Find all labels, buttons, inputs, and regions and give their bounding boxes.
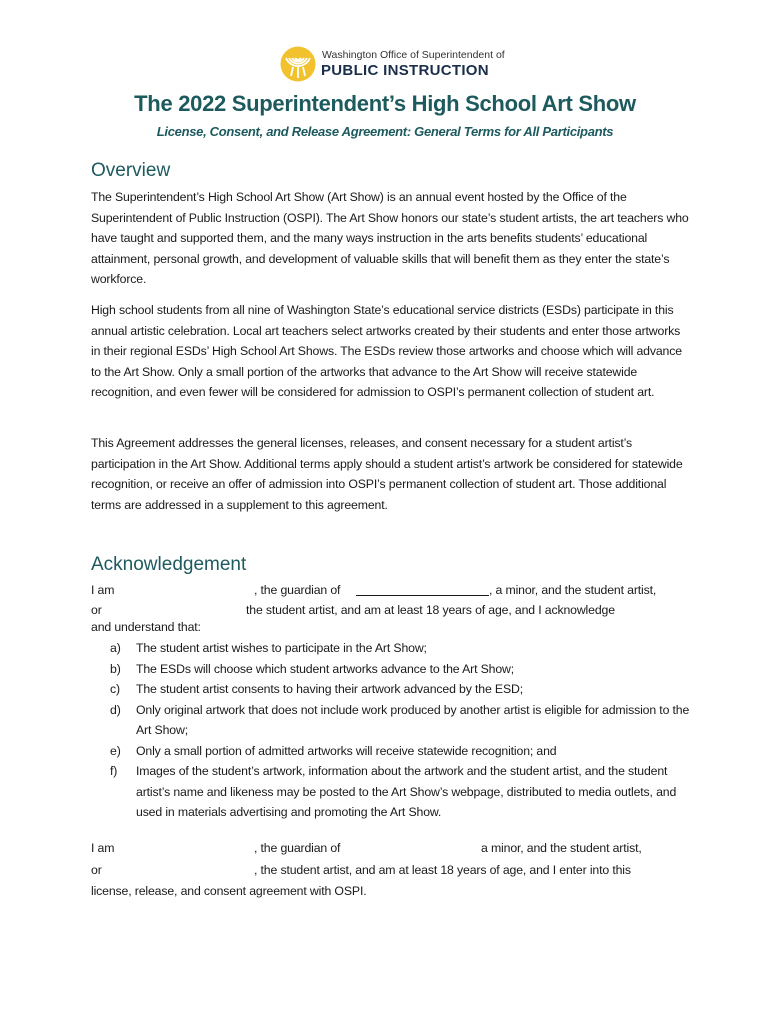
closing-row1-text-c: a minor, and the student artist, — [481, 841, 642, 855]
logo-agency-name: PUBLIC INSTRUCTION — [321, 62, 489, 79]
header — [0, 40, 770, 90]
ospi-sun-logo-icon — [279, 45, 317, 83]
list-item: d) Only original artwork that does not include work produced by another artist is eligible for admission to the Art Show; — [110, 702, 690, 737]
ack-row2-text-b: the student artist, and am at least 18 years of age, and I acknowledge — [246, 603, 615, 617]
closing-row1-text-b: , the guardian of — [254, 841, 341, 855]
document-title: The 2022 Superintendent’s High School Art Show — [134, 91, 636, 116]
closing-row2-text-b: , the student artist, and am at least 18 years of age, and I enter into this — [254, 863, 631, 877]
ack-row1-text-c: , a minor, and the student artist, — [489, 583, 657, 597]
minor-name-field[interactable] — [356, 595, 489, 596]
acknowledgement-list — [91, 638, 691, 823]
list-item: a) The student artist wishes to participate in the Art Show; — [110, 641, 427, 655]
acknowledgement-heading: Acknowledgement — [91, 554, 247, 575]
overview-paragraph-1: The Superintendent’s High School Art Show (Art Show) is an annual event hosted by the Office of the Superintendent of Public Instruction (OSPI). The Art Show honors our state’s student artists, the art teachers who have taught and supported them, and the many ways instruction in the arts benefits students’ educational attainment, personal growth, and development of valuable skills that will benefit them as they enter the state’s workforce. — [91, 190, 689, 286]
ack-row3-text: and understand that: — [91, 620, 201, 634]
list-item: f) Images of the student’s artwork, information about the artwork and the student artist, and the student artist’s name and likeness may be posted to the Art Show’s webpage, distributed to media outlets, and used in materials advertising and promoting the Art Show. — [110, 764, 677, 819]
overview-heading: Overview — [91, 160, 171, 181]
overview-paragraph-3: This Agreement addresses the general licenses, releases, and consent necessary for a student artist’s participation in the Art Show. Additional terms apply should a student artist’s artwork be considered for statewide recognition, or receive an offer of admission into OSPI’s permanent collection of student art. Those additional terms are addressed in a supplement to this agreement. — [91, 436, 683, 512]
closing-row1-text-a: I am — [91, 841, 115, 855]
ack-row2-text-a: or — [91, 603, 102, 617]
ack-row1-text-b: , the guardian of — [254, 583, 341, 597]
ack-row1-text-a: I am — [91, 583, 115, 597]
closing-row2-text-a: or — [91, 863, 102, 877]
list-item: e) Only a small portion of admitted artworks will receive statewide recognition; and — [110, 743, 557, 758]
document-subtitle: License, Consent, and Release Agreement: General Terms for All Participants — [156, 124, 614, 139]
logo-agency-line: Washington Office of Superintendent of — [322, 49, 505, 61]
closing-row3-text: license, release, and consent agreement with OSPI. — [91, 884, 367, 898]
list-item: c) The student artist consents to having their artwork advanced by the ESD; — [110, 682, 524, 696]
list-item: b) The ESDs will choose which student artworks advance to the Art Show; — [110, 661, 515, 676]
overview-paragraph-2: High school students from all nine of Washington State’s educational service districts (ESDs) participate in this annual artistic celebration. Local art teachers select artworks created by their students and enter those artworks in their regional ESDs’ High School Art Shows. The ESDs review those artworks and choose which will advance to the Art Show. Only a small portion of the artworks that advance to the Art Show will receive statewide recognition, and even fewer will be considered for admission to OSPI’s permanent collection of student art. — [91, 303, 682, 399]
